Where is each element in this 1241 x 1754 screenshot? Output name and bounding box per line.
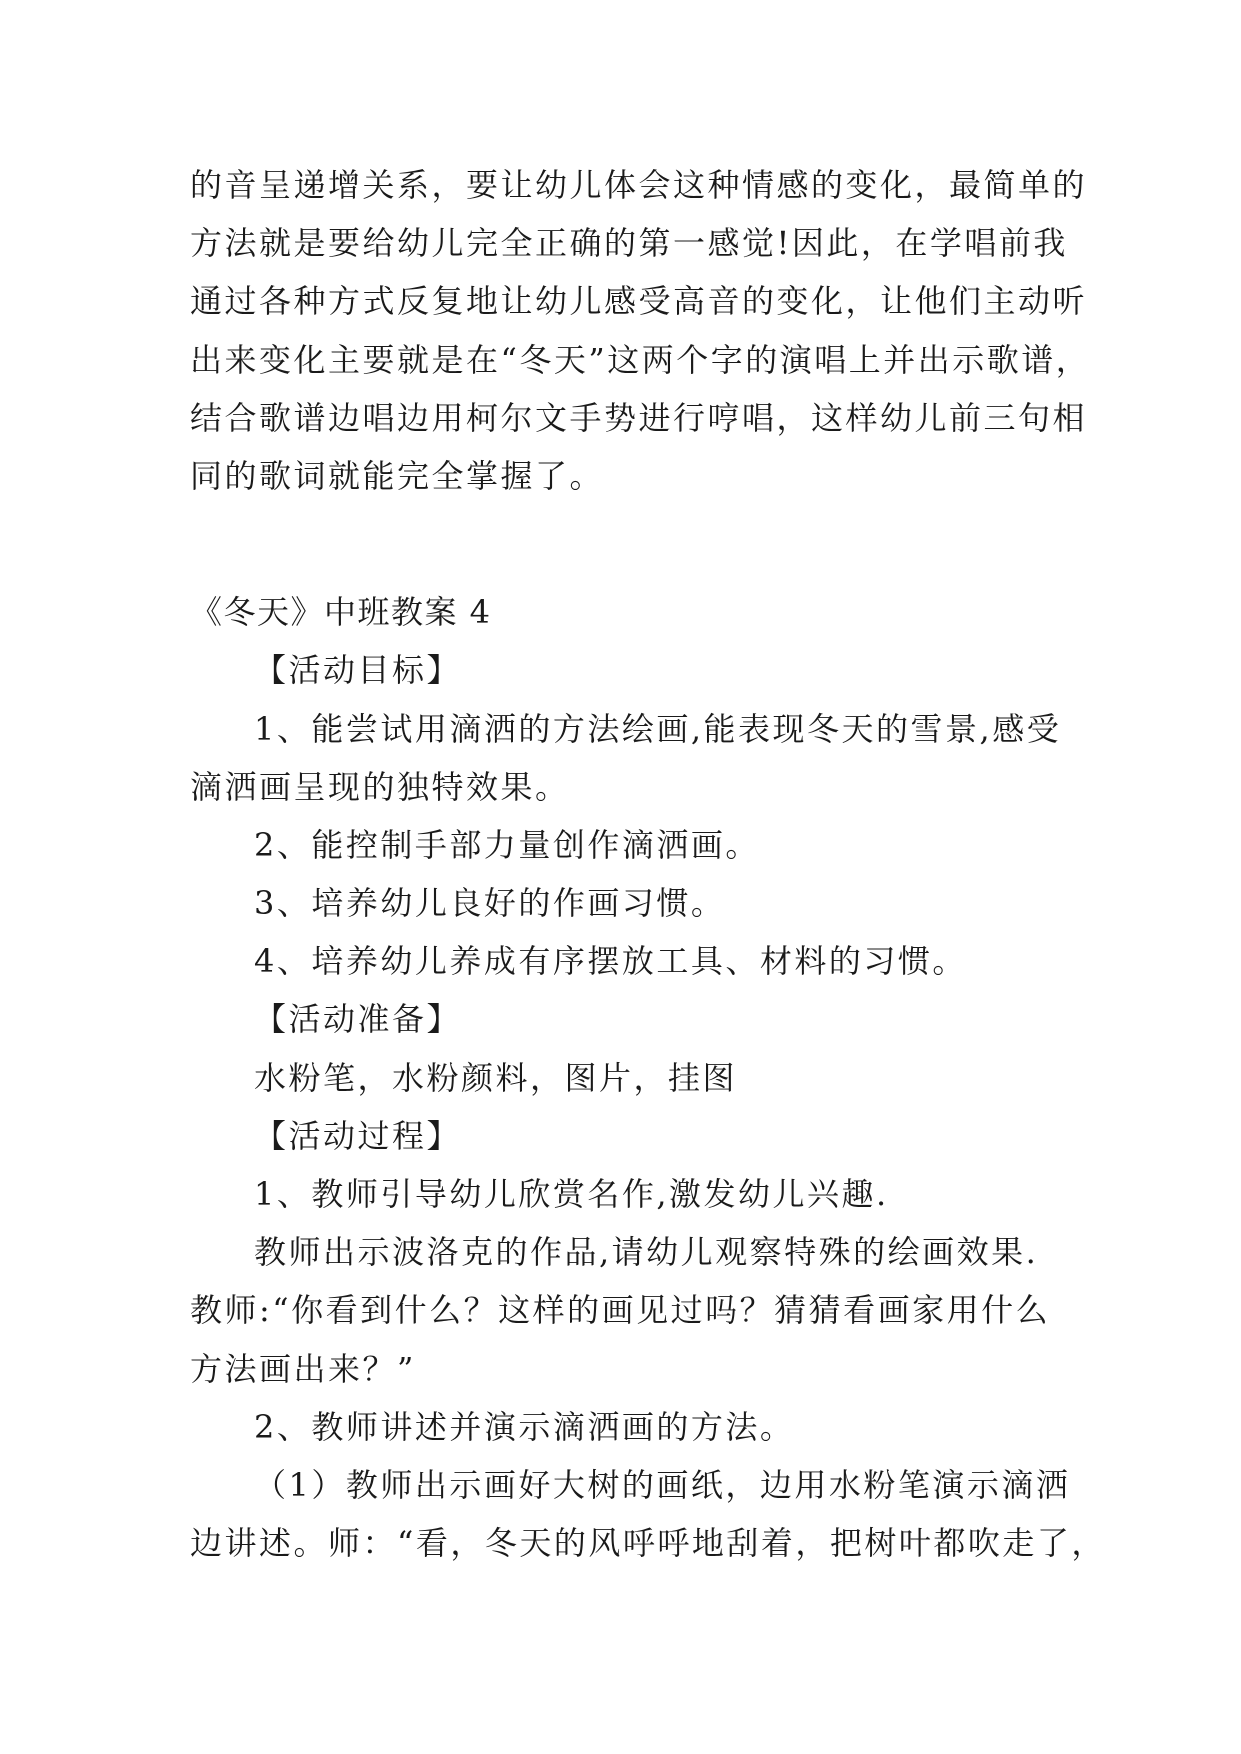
process-heading: 【活动过程】: [254, 1116, 462, 1155]
step-2-sub-line-1: （1）教师出示画好大树的画纸，边用水粉笔演示滴洒: [254, 1465, 1071, 1504]
prep-heading: 【活动准备】: [254, 1000, 462, 1039]
intro-line-4: 出来变化主要就是在“冬天”这两个字的演唱上并出示歌谱，: [190, 340, 1091, 379]
document-body: [190, 156, 1106, 1572]
step-1-detail-line-1: 教师出示波洛克的作品,请幼儿观察特殊的绘画效果.: [254, 1233, 1039, 1272]
intro-line-6: 同的歌词就能完全掌握了。: [190, 456, 605, 495]
intro-line-1: 的音呈递增关系，要让幼儿体会这种情感的变化，最简单的: [190, 166, 1088, 204]
step-2-sub-line-2: 边讲述。师：“看，冬天的风呼呼地刮着，把树叶都吹走了，: [190, 1524, 1106, 1563]
goal-1-line-2: 滴洒画呈现的独特效果。: [190, 767, 570, 806]
step-2: 2、教师讲述并演示滴洒画的方法。: [254, 1407, 795, 1446]
goals-heading: 【活动目标】: [254, 651, 462, 690]
prep-text: 水粉笔，水粉颜料，图片，挂图: [254, 1058, 738, 1097]
goal-3: 3、培养幼儿良好的作画习惯。: [254, 884, 726, 923]
step-1: 1、教师引导幼儿欣赏名作,激发幼儿兴趣.: [254, 1175, 889, 1213]
intro-line-2: 方法就是要给幼儿完全正确的第一感觉!因此，在学唱前我: [190, 224, 1068, 263]
step-1-detail-line-2: 教师:“你看到什么？这样的画见过吗？猜猜看画家用什么: [190, 1291, 1051, 1330]
intro-line-5: 结合歌谱边唱边用柯尔文手势进行哼唱，这样幼儿前三句相: [190, 398, 1088, 437]
section-title: 《冬天》中班教案 4: [190, 593, 492, 632]
goal-1-line-1: 1、能尝试用滴洒的方法绘画,能表现冬天的雪景,感受: [254, 709, 1062, 748]
goal-4: 4、培养幼儿养成有序摆放工具、材料的习惯。: [254, 942, 967, 981]
intro-line-3: 通过各种方式反复地让幼儿感受高音的变化，让他们主动听: [190, 282, 1088, 321]
section-spacer: [190, 505, 1070, 583]
goal-2: 2、能控制手部力量创作滴洒画。: [254, 825, 760, 864]
step-1-detail-line-3: 方法画出来？”: [190, 1349, 416, 1388]
